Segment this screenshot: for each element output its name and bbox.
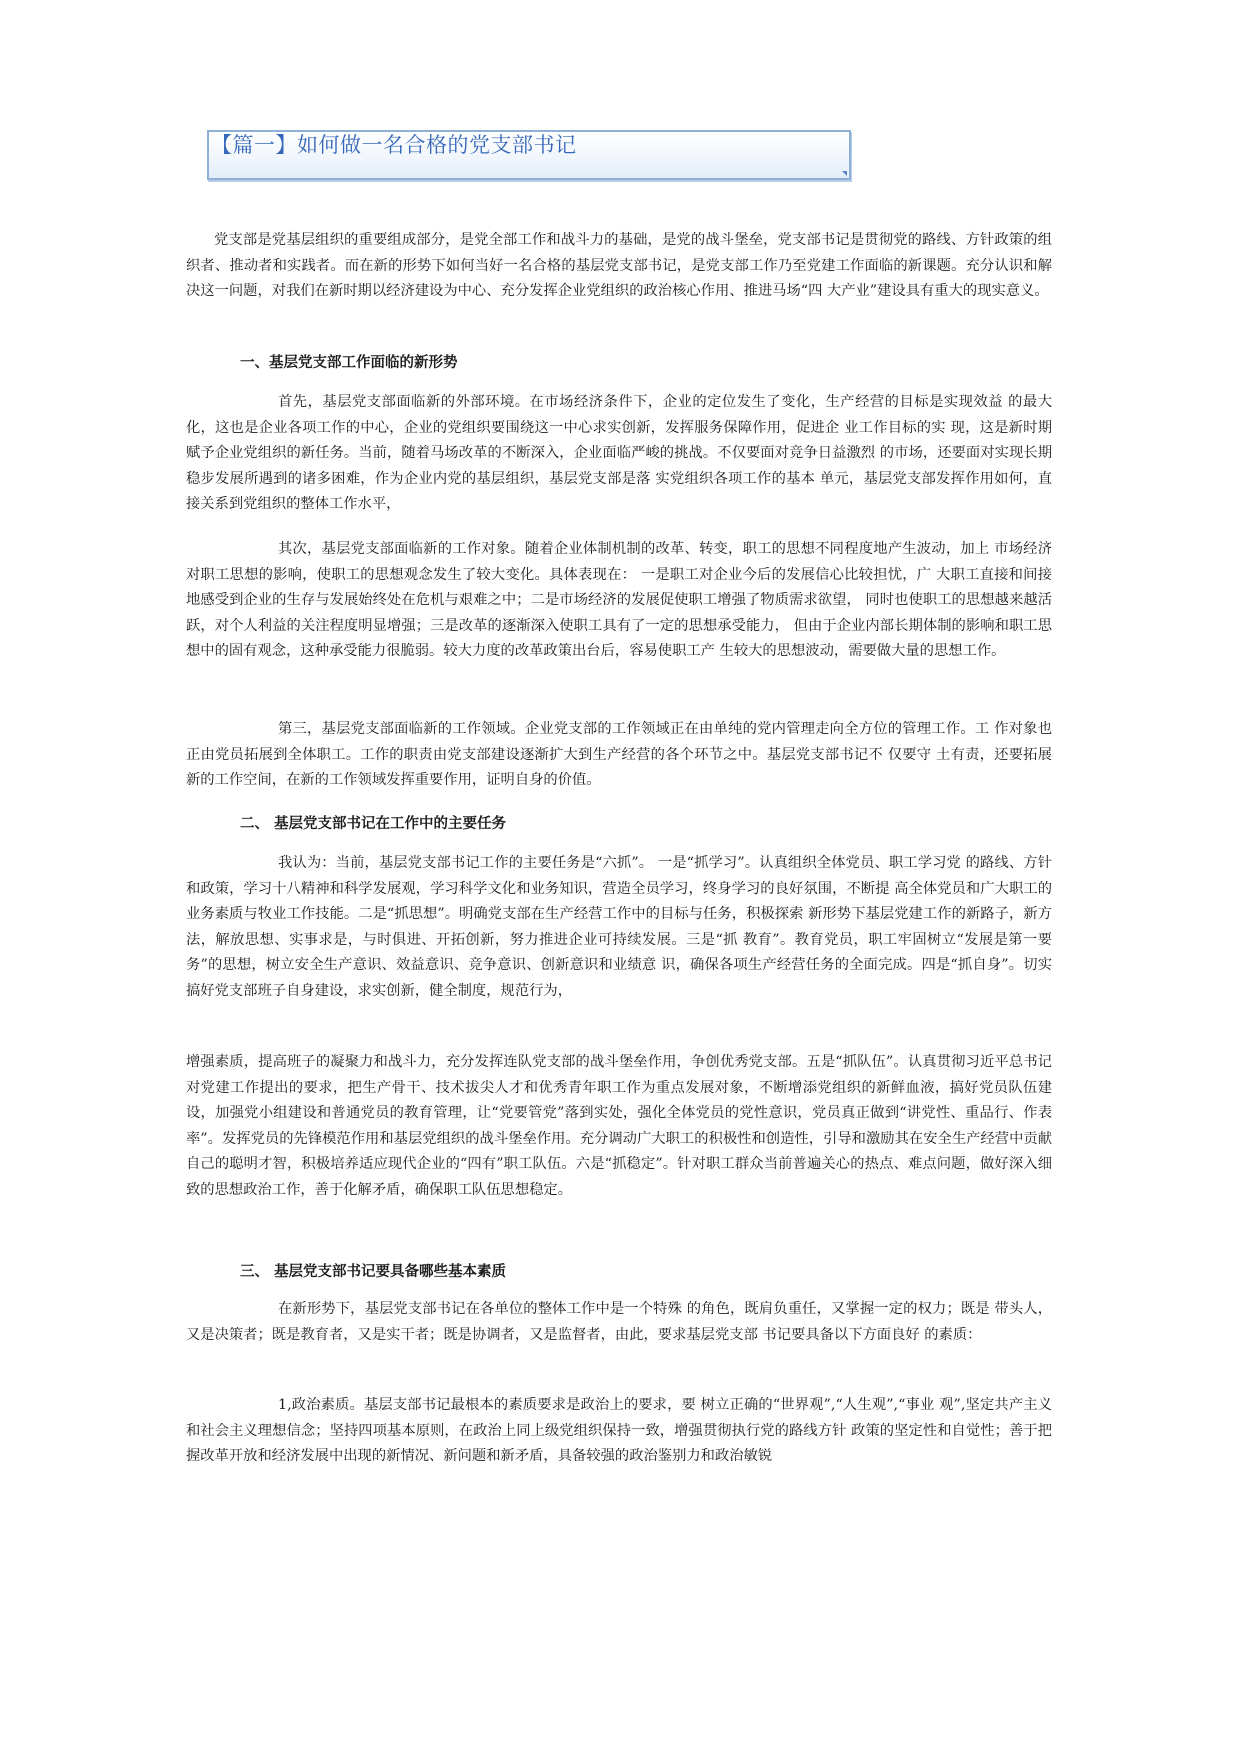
section-3-para-1: 在新形势下，基层党支部书记在各单位的整体工作中是一个特殊 的角色，既肩负重任，又掌握一定的权力；既是 带头人，又是决策者；既是教育者，又是实干者；既是协调者，又是监督者，由此，要求基层党支部 书记要具备以下方面良好 的素质：	[186, 1301, 1052, 1343]
section-2-heading: 二、 基层党支部书记在工作中的主要任务	[240, 816, 507, 832]
section-1-para-1: 首先，基层党支部面临新的外部环境。在市场经济条件下，企业的定位发生了变化，生产经营的目标是实现效益 的最大化，这也是企业各项工作的中心，企业的党组织要围绕这一中心求实创新，发挥服务保障作用，促进企 业工作目标的实 现，这是新时期赋予企业党组织的新任务。当前，随着马场改革的不断深入，企业面临严峻的挑战。不仅要面对竞争日益激烈 的市场，还要面对实现长期稳步发展所遇到的诸多困难，作为企业内党的基层组织，基层党支部是落 实党组织各项工作的基本 单元，基层党支部发挥作用如何，直接关系到党组织的整体工作水平，	[186, 394, 1052, 512]
intro-paragraph: 党支部是党基层组织的重要组成部分，是党全部工作和战斗力的基础，是党的战斗堡垒，党支部书记是贯彻党的路线、方针政策的组织者、推动者和实践者。而在新的形势下如何当好一名合格的基层党支部书记，是党支部工作乃至党建工作面临的新课题。充分认识和解决这一问题，对我们在新时期以经济建设为中心、充分发挥企业党组织的政治核心作用、推进马场“四 大产业”建设具有重大的现实意义。	[186, 232, 1052, 299]
section-2-para-1: 我认为：当前，基层党支部书记工作的主要任务是“六抓”。 一是“抓学习”。认真组织全体党员、职工学习党 的路线、方针和政策，学习十八精神和科学发展观，学习科学文化和业务知识，营造全员学习，终身学习的良好氛围，不断提 高全体党员和广大职工的业务素质与牧业工作技能。二是“抓思想”。明确党支部在生产经营工作中的目标与任务，积极探索 新形势下基层党建工作的新路子，新方法，解放思想、实事求是，与时俱进、开拓创新，努力推进企业可持续发展。三是“抓 教育”。教育党员，职工牢固树立“发展是第一要务”的思想，树立安全生产意识、效益意识、竞争意识、创新意识和业绩意 识，确保各项生产经营任务的全面完成。四是“抓自身”。切实搞好党支部班子自身建设，求实创新，健全制度，规范行为，	[186, 855, 1052, 999]
section-3-para-2: 1,政治素质。基层支部书记最根本的素质要求是政治上的要求，要 树立正确的“世界观”,“人生观”,“事业 观”,坚定共产主义和社会主义理想信念；坚持四项基本原则，在政治上同上级党组织保持一致，增强贯彻执行党的路线方针 政策的坚定性和自觉性；善于把握改革开放和经济发展中出现的新情况、新问题和新矛盾，具备较强的政治鉴别力和政治敏锐	[186, 1397, 1052, 1464]
section-3-heading: 三、 基层党支部书记要具备哪些基本素质	[240, 1264, 507, 1280]
title-banner	[207, 130, 851, 180]
section-1-para-2: 其次，基层党支部面临新的工作对象。随着企业体制机制的改革、转变，职工的思想不同程度地产生波动，加上 市场经济对职工思想的影响，使职工的思想观念发生了较大变化。具体表现在： 一是职工对企业今后的发展信心比较担忧，广 大职工直接和间接地感受到企业的生存与发展始终处在危机与艰难之中；二是市场经济的发展促使职工增强了物质需求欲望， 同时也使职工的思想越来越活跃，对个人利益的关注程度明显增强；三是改革的逐渐深入使职工具有了一定的思想承受能力， 但由于企业内部长期体制的影响和职工思想中的固有观念，这种承受能力很脆弱。较大力度的改革政策出台后，容易使职工产 生较大的思想波动，需要做大量的思想工作。	[186, 541, 1052, 659]
intro-block	[186, 228, 1052, 305]
section-1-para-3: 第三，基层党支部面临新的工作领域。企业党支部的工作领域正在由单纯的党内管理走向全方位的管理工作。工 作对象也正由党员拓展到全体职工。工作的职责由党支部建设逐渐扩大到生产经营的各个环节之中。基层党支部书记不 仅要守 土有责，还要拓展新的工作空间，在新的工作领域发挥重要作用，证明自身的价值。	[186, 721, 1052, 788]
section-2-para-2: 增强素质，提高班子的凝聚力和战斗力，充分发挥连队党支部的战斗堡垒作用，争创优秀党支部。五是“抓队伍”。认真贯彻习近平总书记对党建工作提出的要求，把生产骨干、技术拔尖人才和优秀青年职工作为重点发展对象，不断增添党组织的新鲜血液，搞好党员队伍建设，加强党小组建设和普通党员的教育管理，让“党要管党”落到实处，强化全体党员的党性意识，党员真正做到“讲党性、重品行、作表率”。发挥党员的先锋模范作用和基层党组织的战斗堡垒作用。充分调动广大职工的积极性和创造性，引导和激励其在安全生产经营中贡献自己的聪明才智，积极培养适应现代企业的“四有”职工队伍。六是“抓稳定”。针对职工群众当前普遍关心的热点、难点问题，做好深入细致的思想政治工作，善于化解矛盾，确保职工队伍思想稳定。	[186, 1054, 1052, 1198]
corner-arrow-icon	[842, 171, 847, 176]
document-title: 【篇一】如何做一名合格的党支部书记	[211, 133, 577, 157]
section-1-heading: 一、基层党支部工作面临的新形势	[240, 355, 458, 371]
